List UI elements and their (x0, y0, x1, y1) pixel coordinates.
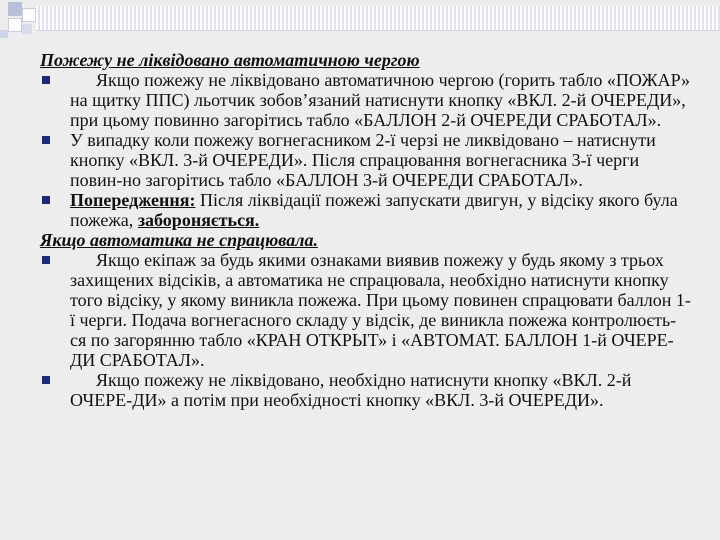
decor-square (0, 30, 8, 38)
decor-square (22, 24, 32, 34)
bullet-item-3 (40, 190, 692, 230)
bullet-item-2 (40, 130, 692, 190)
square-bullet-icon (42, 256, 50, 264)
header-divider (36, 30, 720, 31)
bullet-text: Якщо пожежу не ліквідовано, необхідно натиснути кнопку «ВКЛ. 2-й ОЧЕРЕ-ДИ» а потім при необхідності кнопку «ВКЛ. 3-й ОЧЕРЕДИ». (70, 370, 632, 410)
section-heading-1: Пожежу не ліквідовано автоматичною чергою (40, 50, 420, 70)
section-heading-2: Якщо автоматика не спрацювала. (40, 230, 318, 250)
decor-square (8, 18, 22, 32)
slide-content (40, 50, 692, 410)
bullet-item-5 (40, 370, 692, 410)
square-bullet-icon (42, 76, 50, 84)
header-stripe (36, 6, 720, 30)
decor-square (22, 8, 36, 22)
bullet-text: Після ліквідації пожежі запускати двигун, у відсіку якого була пожежа, (70, 190, 678, 230)
square-bullet-icon (42, 196, 50, 204)
bullet-item-4 (40, 250, 692, 370)
bullet-text: Якщо пожежу не ліквідовано автоматичною чергою (горить табло «ПОЖАР» на щитку ППС) льотчик зобов’язаний натиснути кнопку «ВКЛ. 2-й ОЧЕРЕДИ», при цьому повинно загорітись табло «БАЛЛОН 2-й ОЧЕРЕДИ СРАБОТАЛ». (70, 70, 691, 130)
warning-label: Попередження: (70, 190, 196, 210)
bullet-item-1 (40, 70, 692, 130)
decor-square (8, 2, 22, 16)
square-bullet-icon (42, 376, 50, 384)
bullet-text: Якщо екіпаж за будь якими ознаками виявив пожежу у будь якому з трьох захищених відсіків, а автоматика не спрацювала, необхідно натиснути кнопку того відсіку, у якому виникла пожежа. При цьому повинен спрацювати баллон 1-ї черги. Подача вогнегасного складу у відсік, де виникла пожежа контролюєть-ся по загорянню табло «КРАН ОТКРЫТ» і «АВТОМАТ. БАЛЛОН 1-й ОЧЕРЕ-ДИ СРАБОТАЛ». (70, 250, 691, 370)
square-bullet-icon (42, 136, 50, 144)
bullet-text: У випадку коли пожежу вогнегасником 2-ї черзі не ликвідовано – натиснути кнопку «ВКЛ. 3-й ОЧЕРЕДИ». Після спрацювання вогнегасника 3-ї черги повин-но загорітись табло «БАЛЛОН 3-й ОЧЕРЕДИ СРАБОТАЛ». (70, 130, 656, 190)
forbidden-emphasis: забороняється. (137, 210, 260, 230)
